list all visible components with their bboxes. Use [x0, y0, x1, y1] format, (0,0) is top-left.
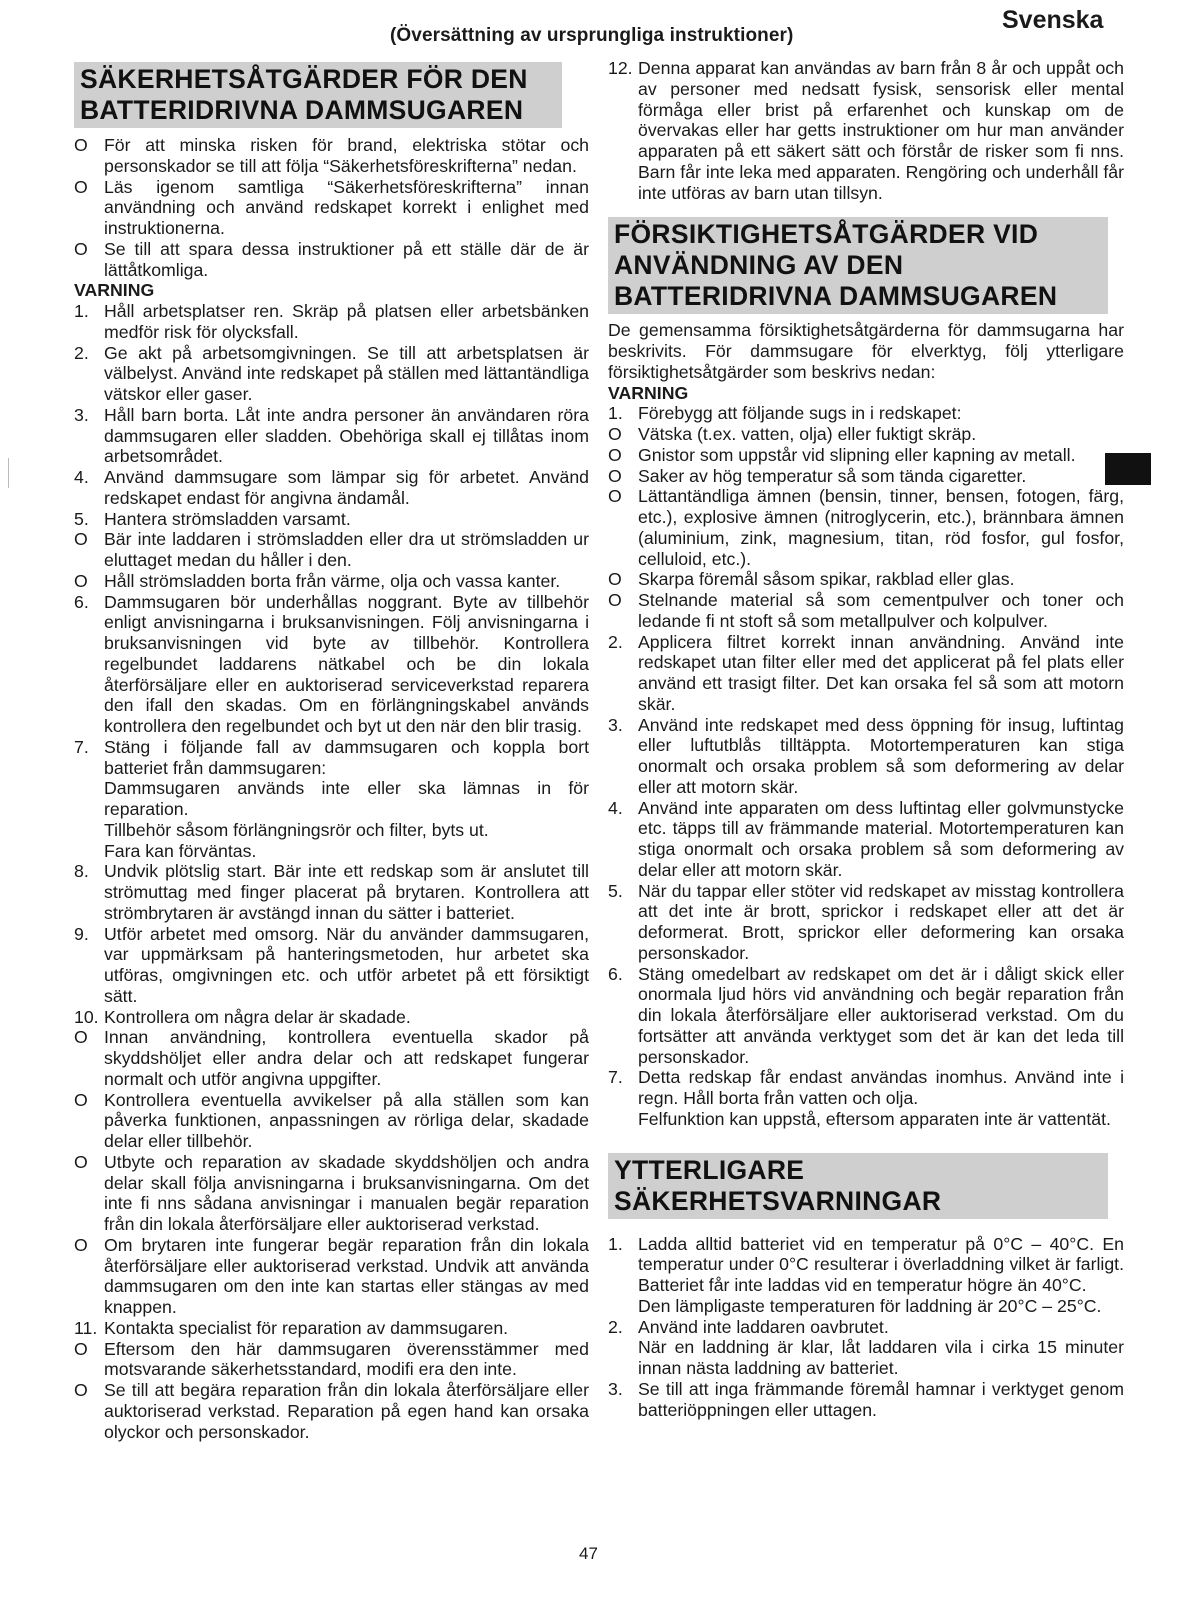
- item-text: Kontrollera om några delar är skadade.: [104, 1006, 411, 1027]
- section-heading-safety: SÄKERHETSÅTGÄRDER FÖR DEN BATTERIDRIVNA DAMMSUGAREN: [74, 62, 562, 128]
- bullet-item: [74, 1027, 589, 1089]
- item-text: Använd dammsugare som lämpar sig för arbetet. Använd redskapet endast för angivna ändamål.: [104, 467, 589, 508]
- left-item-list: [74, 135, 589, 1442]
- item-text: Stäng omedelbart av redskapet om det är i dåligt skick eller onormala ljud hörs vid användning och begär reparation från din lokala återförsäljare eller auktoriserad verkstad. Om du fortsätter att använda verktyget som det är kan det leda till personskador.: [638, 963, 1124, 1067]
- right-additional-list: [608, 1234, 1124, 1421]
- numbered-item: [608, 1317, 1124, 1338]
- item-number: 8.: [74, 861, 89, 882]
- item-text: Ladda alltid batteriet vid en temperatur på 0°C – 40°C. En temperatur under 0°C resulterar i överladdning vilket är farligt. Batteriet får inte laddas vid en temperatur högre än 40°C.: [638, 1233, 1124, 1295]
- item-text: Den lämpligaste temperaturen för laddning är 20°C – 25°C.: [638, 1295, 1102, 1316]
- item-number: 1.: [74, 301, 89, 321]
- item-text: Fara kan förväntas.: [104, 840, 257, 861]
- right-precautions-list: [608, 320, 1124, 1129]
- item-number: 4.: [74, 467, 89, 487]
- item-text: Undvik plötslig start. Bär inte ett redskap som är anslutet till strömuttag med finger placerat på brytaren. Kontrollera att strömbrytaren är avstängd innan du sätter i batteriet.: [104, 861, 589, 923]
- item-text: Förebygg att följande sugs in i redskapet:: [638, 403, 962, 424]
- item-text: Kontakta specialist för reparation av dammsugaren.: [104, 1317, 509, 1338]
- bullet-item: [74, 1339, 589, 1381]
- bullet-item: [74, 1235, 589, 1318]
- right-intro-list: [608, 58, 1124, 203]
- numbered-item: [608, 1234, 1124, 1296]
- section-heading-precautions: FÖRSIKTIGHETSÅTGÄRDER VID ANVÄNDNING AV DEN BATTERIDRIVNA DAMMSUGAREN: [608, 217, 1108, 314]
- left-column: [74, 62, 589, 1442]
- continuation-text: [74, 820, 589, 841]
- bullet-item: [608, 445, 1124, 466]
- item-text: Tillbehör såsom förlängningsrör och filter, byts ut.: [104, 819, 489, 840]
- item-text: Innan användning, kontrollera eventuella skador på skyddshöljet eller andra delar och att redskapet fungerar normalt och utför angivna uppgifter.: [104, 1027, 589, 1089]
- numbered-item: [608, 881, 1124, 964]
- item-text: Använd inte apparaten om dess luftintag eller golvmunstycke etc. täpps till av främmande material. Motortemperaturen kan stiga onormalt och orsaka problem så som deformering av delar eller att motorn skär.: [638, 797, 1124, 880]
- bullet-item: [74, 177, 589, 239]
- bullet-item: [74, 529, 589, 571]
- item-text: Kontrollera eventuella avvikelser på alla ställen som kan påverka funktionen, anpassningen av rörliga delar, skadade delar eller tillbehör.: [104, 1089, 589, 1151]
- bullet-item: [74, 1380, 589, 1442]
- item-text: Ge akt på arbetsomgivningen. Se till att arbetsplatsen är välbelyst. Använd inte redskapet på ställen med lättantändliga vätskor eller gaser.: [104, 342, 589, 404]
- item-number: 2.: [608, 1316, 623, 1337]
- translation-subtitle: (Översättning av ursprungliga instruktioner): [390, 25, 794, 46]
- numbered-item: [608, 964, 1124, 1068]
- item-number: 5.: [608, 880, 623, 901]
- item-text: Skarpa föremål såsom spikar, rakblad eller glas.: [638, 569, 1015, 590]
- item-text: Applicera filtret korrekt innan användning. Använd inte redskapet utan filter eller med det applicerat på fel plats eller använd ett trasigt filter. Det kan orsaka fel så som att motorn skär.: [638, 631, 1124, 714]
- item-number: 3.: [74, 404, 89, 425]
- bullet-item: [608, 569, 1124, 590]
- numbered-item: [608, 632, 1124, 715]
- numbered-item: [74, 405, 589, 467]
- item-number: 3.: [608, 714, 623, 735]
- numbered-item: [608, 1067, 1124, 1109]
- item-text: VARNING: [608, 382, 689, 403]
- item-text: Vätska (t.ex. vatten, olja) eller fuktigt skräp.: [638, 424, 977, 444]
- item-number: 2.: [608, 631, 623, 652]
- item-text: VARNING: [74, 280, 155, 301]
- right-column: [608, 58, 1124, 1420]
- bullet-circle-icon: O: [608, 444, 622, 465]
- item-text: Stäng i följande fall av dammsugaren och koppla bort batteriet från dammsugaren:: [104, 736, 589, 778]
- item-number: 6.: [74, 591, 89, 612]
- item-text: Dammsugaren används inte eller ska lämnas in för reparation.: [104, 778, 589, 819]
- item-text: Om brytaren inte fungerar begär reparation från din lokala återförsäljare eller auktoriserad verkstad. Undvik att använda dammsugaren om den inte kan startas eller stängas av med knappen.: [104, 1234, 589, 1317]
- bullet-item: [74, 1152, 589, 1235]
- bullet-circle-icon: O: [608, 465, 622, 486]
- item-number: 1.: [608, 403, 623, 424]
- item-text: Använd inte redskapet med dess öppning för insug, luftintag eller luftutblås tilltäppta. Motortemperaturen kan stiga onormalt och orsaka problem så som deformering av delar eller att motorn skär.: [638, 714, 1124, 797]
- item-number: 1.: [608, 1233, 623, 1254]
- item-text: Håll arbetsplatser ren. Skräp på platsen eller arbetsbänken medför risk för olycksfall.: [104, 301, 589, 342]
- item-text: Denna apparat kan användas av barn från 8 år och uppåt och av personer med nedsatt fysisk, sensorisk eller mental förmåga eller brist på erfarenhet och kunskap om de övervakas eller har getts instruktioner om hur man använder apparaten på ett säkert sätt och förstår de risker som fi nns. Barn får inte leka med apparaten. Rengöring och underhåll får inte utföras av barn utan tillsyn.: [638, 58, 1124, 203]
- item-text: Dammsugaren bör underhållas noggrant. Byte av tillbehör enligt anvisningarna i bruksanvisningen. Följ anvisningarna i bruksanvisningen vid byte av tillbehör. Kontrollera regelbundet laddarens nätkabel och be din lokala återförsäljare eller en auktoriserad serviceverkstad reparera den ifall den skadas. Om en förlängningskabel används kontrollera den regelbundet och byt ut den när den blir trasig.: [104, 591, 589, 736]
- numbered-item: [74, 861, 589, 923]
- numbered-item: [74, 924, 589, 1007]
- bullet-circle-icon: O: [74, 1027, 88, 1048]
- language-label: Svenska: [1002, 6, 1104, 34]
- page-edge-mark: [8, 458, 9, 488]
- numbered-item: [608, 1379, 1124, 1421]
- item-text: För att minska risken för brand, elektriska stötar och personskador se till att följa “Säkerhetsföreskrifterna” nedan.: [104, 135, 589, 176]
- item-text: Hantera strömsladden varsamt.: [104, 508, 351, 529]
- item-number: 7.: [74, 736, 89, 757]
- bullet-circle-icon: O: [74, 570, 88, 591]
- item-text: Se till att inga främmande föremål hamnar i verktyget genom batteriöppningen eller uttagen.: [638, 1378, 1124, 1420]
- continuation-text: [608, 1337, 1124, 1379]
- item-text: Utbyte och reparation av skadade skyddshöljen och andra delar skall följa anvisningarna i bruksanvisningarna. Om det inte fi nns sådana anvisningar i manualen begär reparation från din lokala återförsäljare eller auktoriserad verkstad.: [104, 1151, 589, 1234]
- bullet-circle-icon: O: [74, 238, 88, 259]
- section-heading-additional-warnings: YTTERLIGARE SÄKERHETSVARNINGAR: [608, 1153, 1108, 1219]
- warning-label: [74, 280, 589, 301]
- item-number: 5.: [74, 508, 89, 529]
- item-text: Eftersom den här dammsugaren överensstämmer med motsvarande säkerhetsstandard, modifi era den inte.: [104, 1338, 589, 1380]
- item-text: Läs igenom samtliga “Säkerhetsföreskrifterna” innan användning och använd redskapet korrekt i enlighet med instruktionerna.: [104, 176, 589, 238]
- item-text: När du tappar eller stöter vid redskapet av misstag kontrollera att det inte är brott, sprickor i redskapet eller att det är deformerat. Brott, sprickor eller deformering kan orsaka personskador.: [638, 880, 1124, 963]
- bullet-circle-icon: O: [608, 486, 622, 507]
- item-text: Detta redskap får endast användas inomhus. Använd inte i regn. Håll borta från vatten och olja.: [638, 1067, 1124, 1108]
- item-text: Felfunktion kan uppstå, eftersom apparaten inte är vattentät.: [638, 1108, 1111, 1129]
- body-text: [608, 320, 1124, 382]
- item-text: Använd inte laddaren oavbrutet.: [638, 1316, 889, 1337]
- numbered-item: [74, 737, 589, 779]
- item-text: Lättantändliga ämnen (bensin, tinner, bensen, fotogen, färg, etc.), explosive ämnen (nitroglycerin, etc.), brännbara ämnen (aluminium, zink, magnesium, titan, röd fosfor, gul fosfor, celluloid, etc.).: [638, 486, 1124, 569]
- item-text: Håll strömsladden borta från värme, olja och vassa kanter.: [104, 570, 561, 591]
- numbered-item: [74, 592, 589, 737]
- bullet-item: [608, 466, 1124, 487]
- warning-label: [608, 383, 1124, 404]
- bullet-circle-icon: O: [608, 569, 622, 590]
- item-text: Se till att spara dessa instruktioner på ett ställe där de är lättåtkomliga.: [104, 238, 589, 280]
- bullet-circle-icon: O: [608, 424, 622, 444]
- item-text: Saker av hög temperatur så som tända cigaretter.: [638, 465, 1027, 486]
- numbered-item: [608, 403, 1124, 424]
- item-text: Bär inte laddaren i strömsladden eller dra ut strömsladden ur eluttaget medan du håller i den.: [104, 529, 589, 570]
- bullet-circle-icon: O: [74, 1380, 88, 1400]
- continuation-text: [74, 778, 589, 820]
- item-text: Gnistor som uppstår vid slipning eller kapning av metall.: [638, 444, 1076, 465]
- item-text: Se till att begära reparation från din lokala återförsäljare eller auktoriserad verkstad. Reparation på egen hand kan orsaka olyckor och personskador.: [104, 1380, 589, 1442]
- numbered-item: [74, 467, 589, 509]
- item-text: Utför arbetet med omsorg. När du använder dammsugaren, var uppmärksam på hanteringsmetoden, hur arbetet ska utföras, omgivningen etc. och utför arbetet på ett försiktigt sätt.: [104, 923, 589, 1006]
- bullet-item: [608, 486, 1124, 569]
- numbered-item: [608, 798, 1124, 881]
- bullet-circle-icon: O: [74, 529, 88, 550]
- bullet-circle-icon: O: [74, 1234, 88, 1255]
- item-text: Stelnande material så som cementpulver och toner och ledande fi nt stoft så som metallpulver och kolpulver.: [638, 590, 1124, 631]
- item-text: När en laddning är klar, låt laddaren vila i cirka 15 minuter innan nästa laddning av batteriet.: [638, 1337, 1124, 1378]
- numbered-item: [608, 715, 1124, 798]
- item-number: 7.: [608, 1067, 623, 1088]
- bullet-circle-icon: O: [74, 1089, 88, 1110]
- continuation-text: [74, 841, 589, 862]
- item-number: 9.: [74, 923, 89, 944]
- bullet-item: [74, 135, 589, 177]
- numbered-item: [74, 301, 589, 343]
- bullet-circle-icon: O: [74, 176, 88, 197]
- bullet-item: [608, 424, 1124, 445]
- bullet-item: [74, 571, 589, 592]
- numbered-item: [74, 509, 589, 530]
- item-number: 3.: [608, 1378, 623, 1399]
- numbered-item: [608, 58, 1124, 203]
- item-text: Håll barn borta. Låt inte andra personer än användaren röra dammsugaren eller sladden. Obehöriga skall ej tillåtas inom arbetsområdet.: [104, 404, 589, 467]
- continuation-text: [608, 1296, 1124, 1317]
- item-text: De gemensamma försiktighetsåtgärderna för dammsugarna har beskrivits. För dammsugare för elverktyg, följ ytterligare försiktighetsåtgärder som beskrivs nedan:: [608, 320, 1124, 382]
- bullet-circle-icon: O: [74, 1338, 88, 1359]
- numbered-item: [74, 343, 589, 405]
- item-number: 6.: [608, 963, 623, 984]
- item-number: 11.: [74, 1317, 98, 1338]
- item-number: 4.: [608, 797, 623, 818]
- item-number: 2.: [74, 342, 89, 363]
- item-number: 10.: [74, 1006, 99, 1027]
- bullet-circle-icon: O: [74, 135, 88, 155]
- bullet-circle-icon: O: [608, 590, 622, 610]
- page-number: 47: [579, 1544, 598, 1563]
- item-number: 12.: [608, 58, 633, 78]
- bullet-item: [74, 239, 589, 281]
- continuation-text: [608, 1109, 1124, 1130]
- numbered-item: [74, 1318, 589, 1339]
- bullet-circle-icon: O: [74, 1151, 88, 1172]
- bullet-item: [608, 590, 1124, 632]
- numbered-item: [74, 1007, 589, 1028]
- bullet-item: [74, 1090, 589, 1152]
